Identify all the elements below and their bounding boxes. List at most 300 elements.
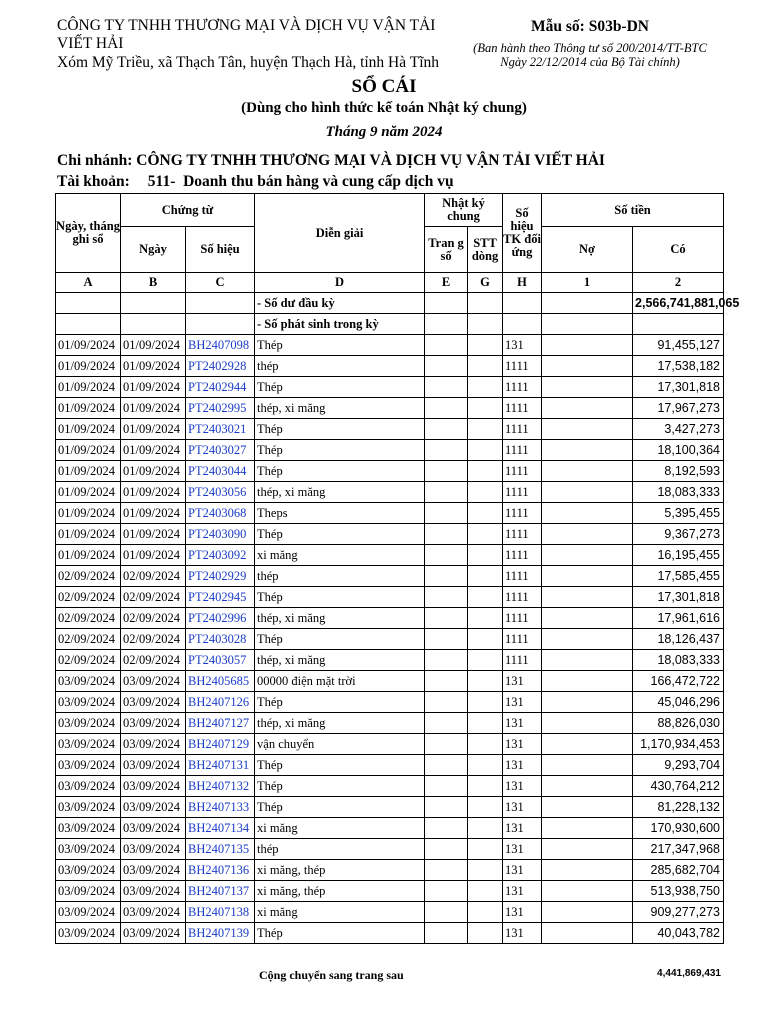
cell-credit: 285,682,704: [633, 860, 724, 881]
cell-description: Thép: [255, 797, 425, 818]
cell-journal-page: [425, 881, 468, 902]
cell-date-recorded: 01/09/2024: [56, 377, 121, 398]
cell-journal-page: [425, 713, 468, 734]
cell-voucher-date: 01/09/2024: [121, 503, 186, 524]
col-journal: Nhật ký chung: [425, 194, 503, 227]
cell-description: Thép: [255, 776, 425, 797]
cell-date-recorded: 01/09/2024: [56, 461, 121, 482]
cell-date-recorded: 03/09/2024: [56, 734, 121, 755]
cell-debit: [542, 755, 633, 776]
cell-journal-line: [468, 755, 503, 776]
ledger-row: [56, 398, 724, 419]
cell-voucher-date: 02/09/2024: [121, 650, 186, 671]
cell-credit: 17,538,182: [633, 356, 724, 377]
cell-voucher-date: 03/09/2024: [121, 881, 186, 902]
cell-credit: 9,367,273: [633, 524, 724, 545]
column-code-row: [56, 273, 724, 293]
cell-debit: [542, 503, 633, 524]
cell-voucher-no[interactable]: BH2407129: [186, 734, 255, 755]
cell-credit: 3,427,273: [633, 419, 724, 440]
cell-credit: 18,100,364: [633, 440, 724, 461]
cell-voucher-date: 01/09/2024: [121, 356, 186, 377]
cell-contra-account: 131: [503, 776, 542, 797]
cell-journal-line: [468, 860, 503, 881]
cell-date-recorded: 03/09/2024: [56, 839, 121, 860]
cell-journal-page: [425, 566, 468, 587]
cell-description: Theps: [255, 503, 425, 524]
cell-journal-line: [468, 923, 503, 944]
cell-date-recorded: 03/09/2024: [56, 713, 121, 734]
cell-journal-line: [468, 881, 503, 902]
ledger-row: [56, 923, 724, 944]
cell-voucher-date: 03/09/2024: [121, 839, 186, 860]
ledger-row: [56, 818, 724, 839]
cell-credit: 170,930,600: [633, 818, 724, 839]
column-code: 2: [633, 273, 724, 293]
cell-journal-page: [425, 692, 468, 713]
cell-description: Thép: [255, 755, 425, 776]
cell-voucher-no[interactable]: PT2403027: [186, 440, 255, 461]
carry-forward-label: Cộng chuyển sang trang sau: [259, 968, 404, 982]
cell-voucher-no[interactable]: BH2407138: [186, 902, 255, 923]
cell-contra-account: 131: [503, 713, 542, 734]
cell-voucher-date: 01/09/2024: [121, 524, 186, 545]
cell-journal-line: [468, 671, 503, 692]
cell-voucher-no[interactable]: PT2403057: [186, 650, 255, 671]
cell-voucher-date: 01/09/2024: [121, 461, 186, 482]
cell-contra-account: 131: [503, 734, 542, 755]
cell-journal-page: [425, 797, 468, 818]
cell-description: xi măng, thép: [255, 860, 425, 881]
col-voucher: Chứng từ: [121, 194, 255, 227]
cell-credit: 17,585,455: [633, 566, 724, 587]
ledger-row: [56, 797, 724, 818]
cell-credit: 166,472,722: [633, 671, 724, 692]
column-code: D: [255, 273, 425, 293]
cell-voucher-no[interactable]: PT2402928: [186, 356, 255, 377]
cell-voucher-no[interactable]: PT2403090: [186, 524, 255, 545]
cell-date-recorded: 03/09/2024: [56, 797, 121, 818]
ledger-period: Tháng 9 năm 2024: [325, 124, 443, 140]
cell-journal-line: [468, 461, 503, 482]
account-label: Tài khoản:: [57, 173, 130, 190]
cell-contra-account: 1111: [503, 608, 542, 629]
cell-description: Thép: [255, 524, 425, 545]
ledger-row: [56, 713, 724, 734]
cell-journal-line: [468, 713, 503, 734]
ledger-row: [56, 881, 724, 902]
carry-forward-total: 4,441,869,431: [657, 968, 721, 979]
ledger-row: [56, 587, 724, 608]
cell-debit: [542, 419, 633, 440]
cell-description: Thép: [255, 629, 425, 650]
cell-description: Thép: [255, 461, 425, 482]
cell-journal-page: [425, 377, 468, 398]
cell-voucher-no[interactable]: BH2407132: [186, 776, 255, 797]
cell-contra-account: 1111: [503, 419, 542, 440]
cell-credit: 17,967,273: [633, 398, 724, 419]
cell-journal-page: [425, 482, 468, 503]
col-date-recorded: Ngày, tháng ghi sổ: [56, 194, 121, 273]
cell-description: xi măng: [255, 818, 425, 839]
cell-voucher-no[interactable]: PT2402995: [186, 398, 255, 419]
cell-voucher-no[interactable]: BH2407134: [186, 818, 255, 839]
cell-journal-line: [468, 818, 503, 839]
cell-journal-line: [468, 545, 503, 566]
column-code: H: [503, 273, 542, 293]
cell-description: 00000 điện mặt trời: [255, 671, 425, 692]
cell-voucher-date: 03/09/2024: [121, 776, 186, 797]
cell-journal-line: [468, 482, 503, 503]
cell-contra-account: 1111: [503, 566, 542, 587]
cell-date-recorded: 01/09/2024: [56, 398, 121, 419]
cell-description: xi măng, thép: [255, 881, 425, 902]
cell-voucher-no[interactable]: PT2403068: [186, 503, 255, 524]
cell-voucher-no[interactable]: BH2407131: [186, 755, 255, 776]
cell-journal-page: [425, 461, 468, 482]
cell-voucher-no[interactable]: PT2402929: [186, 566, 255, 587]
cell-voucher-date: 03/09/2024: [121, 860, 186, 881]
cell-contra-account: 1111: [503, 650, 542, 671]
cell-journal-line: [468, 650, 503, 671]
cell-journal-page: [425, 629, 468, 650]
cell-voucher-date: 03/09/2024: [121, 755, 186, 776]
cell-contra-account: 1111: [503, 461, 542, 482]
cell-journal-page: [425, 671, 468, 692]
cell-contra-account: 131: [503, 692, 542, 713]
cell-description: thép, xi măng: [255, 650, 425, 671]
cell-contra-account: 131: [503, 881, 542, 902]
cell-journal-page: [425, 650, 468, 671]
cell-credit: 91,455,127: [633, 335, 724, 356]
cell-debit: [542, 524, 633, 545]
cell-credit: 88,826,030: [633, 713, 724, 734]
cell-journal-line: [468, 587, 503, 608]
cell-journal-page: [425, 818, 468, 839]
cell-journal-page: [425, 440, 468, 461]
ledger-row: [56, 356, 724, 377]
ledger-row: [56, 608, 724, 629]
cell-voucher-no[interactable]: BH2407126: [186, 692, 255, 713]
cell-date-recorded: 02/09/2024: [56, 608, 121, 629]
cell-date-recorded: 03/09/2024: [56, 776, 121, 797]
column-code: G: [468, 273, 503, 293]
cell-debit: [542, 566, 633, 587]
cell-debit: [542, 818, 633, 839]
ledger-row: [56, 461, 724, 482]
cell-debit: [542, 461, 633, 482]
cell-description: Thép: [255, 377, 425, 398]
ledger-row: [56, 335, 724, 356]
cell-voucher-no[interactable]: PT2403044: [186, 461, 255, 482]
cell-voucher-date: 02/09/2024: [121, 629, 186, 650]
cell-journal-line: [468, 902, 503, 923]
cell-description: xi măng: [255, 902, 425, 923]
col-credit: Có: [633, 227, 724, 273]
cell-date-recorded: 02/09/2024: [56, 566, 121, 587]
period-movement-row: [56, 314, 724, 335]
ledger-row: [56, 734, 724, 755]
cell-contra-account: 131: [503, 902, 542, 923]
cell-debit: [542, 797, 633, 818]
cell-voucher-no[interactable]: PT2403028: [186, 629, 255, 650]
cell-voucher-date: 02/09/2024: [121, 608, 186, 629]
form-note: [462, 41, 718, 69]
cell-voucher-date: 03/09/2024: [121, 818, 186, 839]
cell-debit: [542, 839, 633, 860]
cell-contra-account: 131: [503, 671, 542, 692]
cell-debit: [542, 356, 633, 377]
cell-voucher-date: 03/09/2024: [121, 692, 186, 713]
cell-journal-line: [468, 503, 503, 524]
ledger-row: [56, 440, 724, 461]
cell-description: thép, xi măng: [255, 713, 425, 734]
cell-contra-account: 1111: [503, 524, 542, 545]
cell-contra-account: 131: [503, 860, 542, 881]
ledger-row: [56, 839, 724, 860]
cell-voucher-date: 01/09/2024: [121, 377, 186, 398]
cell-description: Thép: [255, 440, 425, 461]
col-contra-account: Số hiệu TK đối ứng: [503, 194, 542, 273]
cell-credit: 17,301,818: [633, 587, 724, 608]
period-movement-label: - Số phát sinh trong kỳ: [255, 314, 425, 335]
cell-voucher-no[interactable]: BH2407098: [186, 335, 255, 356]
ledger-table: [55, 193, 740, 944]
col-voucher-no: Số hiệu: [186, 227, 255, 273]
col-journal-line: STT dòng: [468, 227, 503, 273]
cell-date-recorded: 03/09/2024: [56, 692, 121, 713]
account-name: Doanh thu bán hàng và cung cấp dịch vụ: [183, 173, 454, 190]
cell-journal-line: [468, 776, 503, 797]
cell-date-recorded: 01/09/2024: [56, 356, 121, 377]
cell-debit: [542, 692, 633, 713]
cell-debit: [542, 713, 633, 734]
ledger-subtitle: (Dùng cho hình thức kế toán Nhật ký chung): [241, 100, 527, 116]
ledger-row: [56, 482, 724, 503]
cell-contra-account: 1111: [503, 377, 542, 398]
cell-voucher-date: 02/09/2024: [121, 587, 186, 608]
ledger-row: [56, 419, 724, 440]
cell-journal-page: [425, 587, 468, 608]
col-debit: Nợ: [542, 227, 633, 273]
cell-voucher-date: 03/09/2024: [121, 923, 186, 944]
cell-date-recorded: 03/09/2024: [56, 860, 121, 881]
cell-debit: [542, 881, 633, 902]
cell-description: thép: [255, 566, 425, 587]
cell-journal-page: [425, 902, 468, 923]
cell-journal-line: [468, 524, 503, 545]
cell-contra-account: 1111: [503, 545, 542, 566]
cell-debit: [542, 377, 633, 398]
cell-journal-line: [468, 692, 503, 713]
ledger-row: [56, 671, 724, 692]
column-code: 1: [542, 273, 633, 293]
cell-journal-page: [425, 734, 468, 755]
cell-credit: 17,961,616: [633, 608, 724, 629]
cell-credit: 45,046,296: [633, 692, 724, 713]
cell-date-recorded: 02/09/2024: [56, 587, 121, 608]
cell-voucher-date: 02/09/2024: [121, 566, 186, 587]
form-number: Mẫu số: S03b-DN: [531, 18, 649, 35]
account-line: [57, 173, 454, 191]
ledger-row: [56, 692, 724, 713]
ledger-title: SỔ CÁI: [351, 76, 417, 97]
cell-date-recorded: 03/09/2024: [56, 818, 121, 839]
cell-date-recorded: 01/09/2024: [56, 503, 121, 524]
cell-credit: 17,301,818: [633, 377, 724, 398]
cell-date-recorded: 03/09/2024: [56, 671, 121, 692]
cell-credit: 18,126,437: [633, 629, 724, 650]
cell-date-recorded: 01/09/2024: [56, 419, 121, 440]
cell-debit: [542, 923, 633, 944]
cell-debit: [542, 545, 633, 566]
cell-debit: [542, 440, 633, 461]
cell-credit: 18,083,333: [633, 482, 724, 503]
cell-contra-account: 131: [503, 335, 542, 356]
ledger-row: [56, 566, 724, 587]
cell-debit: [542, 671, 633, 692]
cell-journal-page: [425, 923, 468, 944]
cell-debit: [542, 902, 633, 923]
ledger-row: [56, 545, 724, 566]
cell-journal-line: [468, 608, 503, 629]
cell-description: Thép: [255, 335, 425, 356]
cell-voucher-no[interactable]: BH2407127: [186, 713, 255, 734]
cell-date-recorded: 01/09/2024: [56, 335, 121, 356]
cell-journal-page: [425, 608, 468, 629]
cell-voucher-no[interactable]: BH2407136: [186, 860, 255, 881]
column-code: E: [425, 273, 468, 293]
cell-journal-line: [468, 629, 503, 650]
company-name: CÔNG TY TNHH THƯƠNG MẠI VÀ DỊCH VỤ VẬN TẢI VIẾT HẢI: [57, 17, 436, 52]
cell-voucher-no[interactable]: BH2405685: [186, 671, 255, 692]
cell-journal-page: [425, 419, 468, 440]
column-code: A: [56, 273, 121, 293]
cell-journal-page: [425, 503, 468, 524]
ledger-row: [56, 902, 724, 923]
cell-date-recorded: 01/09/2024: [56, 545, 121, 566]
cell-voucher-no[interactable]: BH2407135: [186, 839, 255, 860]
cell-voucher-no[interactable]: BH2407137: [186, 881, 255, 902]
cell-journal-line: [468, 734, 503, 755]
cell-debit: [542, 734, 633, 755]
ledger-row: [56, 629, 724, 650]
cell-voucher-date: 01/09/2024: [121, 440, 186, 461]
cell-date-recorded: 01/09/2024: [56, 482, 121, 503]
cell-journal-line: [468, 566, 503, 587]
cell-credit: 513,938,750: [633, 881, 724, 902]
cell-credit: 217,347,968: [633, 839, 724, 860]
ledger-row: [56, 776, 724, 797]
cell-journal-page: [425, 839, 468, 860]
cell-date-recorded: 01/09/2024: [56, 440, 121, 461]
cell-contra-account: 1111: [503, 587, 542, 608]
cell-journal-page: [425, 335, 468, 356]
cell-voucher-no[interactable]: PT2402945: [186, 587, 255, 608]
cell-contra-account: 1111: [503, 398, 542, 419]
cell-voucher-no[interactable]: PT2403021: [186, 419, 255, 440]
cell-description: thép, xi măng: [255, 398, 425, 419]
cell-description: vận chuyển: [255, 734, 425, 755]
cell-date-recorded: 03/09/2024: [56, 923, 121, 944]
cell-voucher-no[interactable]: PT2402944: [186, 377, 255, 398]
cell-debit: [542, 482, 633, 503]
branch-line: Chi nhánh: CÔNG TY TNHH THƯƠNG MẠI VÀ DỊCH VỤ VẬN TẢI VIẾT HẢI: [57, 152, 605, 169]
ledger-row: [56, 860, 724, 881]
cell-date-recorded: 03/09/2024: [56, 902, 121, 923]
cell-description: thép: [255, 839, 425, 860]
cell-contra-account: 1111: [503, 629, 542, 650]
cell-journal-page: [425, 755, 468, 776]
cell-date-recorded: 02/09/2024: [56, 629, 121, 650]
cell-contra-account: 1111: [503, 440, 542, 461]
cell-voucher-no[interactable]: PT2403056: [186, 482, 255, 503]
cell-contra-account: 131: [503, 797, 542, 818]
column-code: C: [186, 273, 255, 293]
opening-balance-credit: 2,566,741,881,065: [633, 293, 724, 314]
cell-journal-line: [468, 419, 503, 440]
cell-voucher-date: 01/09/2024: [121, 545, 186, 566]
cell-debit: [542, 335, 633, 356]
cell-credit: 1,170,934,453: [633, 734, 724, 755]
cell-date-recorded: 02/09/2024: [56, 650, 121, 671]
cell-description: thép: [255, 356, 425, 377]
cell-voucher-no[interactable]: PT2402996: [186, 608, 255, 629]
cell-credit: 8,192,593: [633, 461, 724, 482]
cell-voucher-date: 03/09/2024: [121, 902, 186, 923]
cell-journal-line: [468, 440, 503, 461]
cell-voucher-date: 03/09/2024: [121, 713, 186, 734]
cell-description: Thép: [255, 923, 425, 944]
cell-voucher-no[interactable]: BH2407139: [186, 923, 255, 944]
cell-journal-line: [468, 356, 503, 377]
cell-date-recorded: 03/09/2024: [56, 881, 121, 902]
cell-credit: 18,083,333: [633, 650, 724, 671]
cell-journal-line: [468, 398, 503, 419]
cell-description: thép, xi măng: [255, 608, 425, 629]
cell-credit: 81,228,132: [633, 797, 724, 818]
cell-voucher-no[interactable]: PT2403092: [186, 545, 255, 566]
cell-contra-account: 131: [503, 755, 542, 776]
cell-credit: 9,293,704: [633, 755, 724, 776]
cell-journal-page: [425, 545, 468, 566]
cell-debit: [542, 608, 633, 629]
cell-debit: [542, 776, 633, 797]
cell-date-recorded: 03/09/2024: [56, 755, 121, 776]
cell-voucher-date: 01/09/2024: [121, 482, 186, 503]
cell-credit: 430,764,212: [633, 776, 724, 797]
cell-credit: 909,277,273: [633, 902, 724, 923]
cell-voucher-no[interactable]: BH2407133: [186, 797, 255, 818]
cell-journal-page: [425, 356, 468, 377]
cell-journal-line: [468, 335, 503, 356]
cell-voucher-date: 03/09/2024: [121, 671, 186, 692]
cell-journal-page: [425, 398, 468, 419]
column-code: B: [121, 273, 186, 293]
cell-credit: 40,043,782: [633, 923, 724, 944]
cell-contra-account: 131: [503, 923, 542, 944]
cell-contra-account: 131: [503, 818, 542, 839]
cell-description: Thép: [255, 419, 425, 440]
cell-debit: [542, 587, 633, 608]
cell-journal-line: [468, 377, 503, 398]
cell-credit: 5,395,455: [633, 503, 724, 524]
cell-journal-page: [425, 860, 468, 881]
cell-description: thép, xi măng: [255, 482, 425, 503]
cell-journal-line: [468, 839, 503, 860]
form-note-line1: (Ban hành theo Thông tư số 200/2014/TT-BTC: [473, 41, 707, 55]
cell-voucher-date: 03/09/2024: [121, 797, 186, 818]
